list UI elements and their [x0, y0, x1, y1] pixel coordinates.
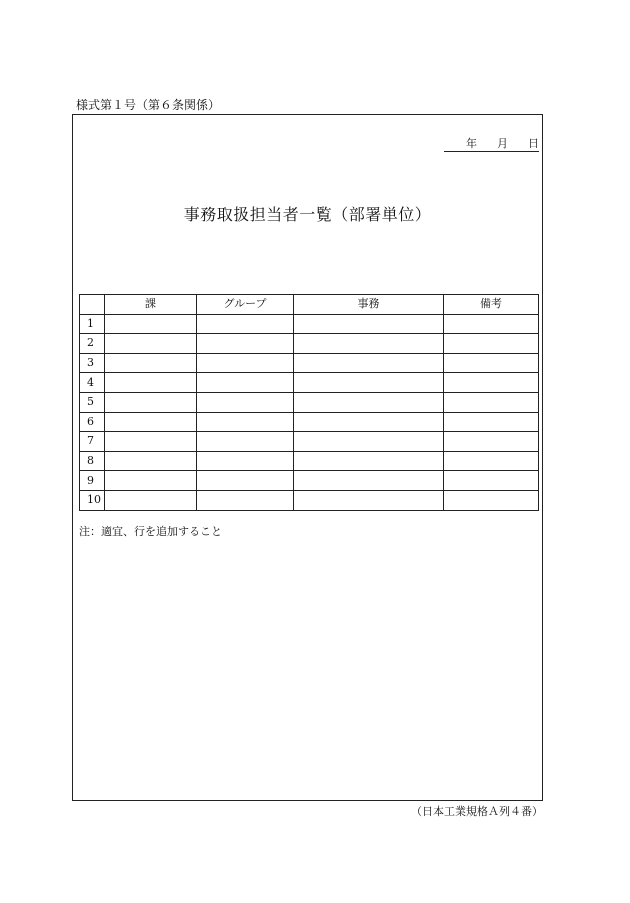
- task-cell[interactable]: [294, 334, 444, 354]
- row-number: 8: [80, 451, 105, 471]
- date-field: [444, 137, 539, 152]
- header-task: 事務: [294, 295, 444, 315]
- remarks-cell[interactable]: [444, 432, 539, 452]
- section-cell[interactable]: [105, 314, 197, 334]
- remarks-cell[interactable]: [444, 412, 539, 432]
- table-row: [80, 334, 539, 354]
- header-section: 課: [105, 295, 197, 315]
- section-cell[interactable]: [105, 334, 197, 354]
- remarks-cell[interactable]: [444, 373, 539, 393]
- task-cell[interactable]: [294, 412, 444, 432]
- row-number: 2: [80, 334, 105, 354]
- group-cell[interactable]: [197, 490, 294, 510]
- section-cell[interactable]: [105, 432, 197, 452]
- section-cell[interactable]: [105, 392, 197, 412]
- task-cell[interactable]: [294, 314, 444, 334]
- row-number: 4: [80, 373, 105, 393]
- footnote: 注：適宜、行を追加すること: [79, 525, 222, 538]
- task-cell[interactable]: [294, 353, 444, 373]
- officer-table: [79, 294, 539, 511]
- table-row: [80, 490, 539, 510]
- group-cell[interactable]: [197, 471, 294, 491]
- table-row: [80, 392, 539, 412]
- table-header-row: [80, 295, 539, 315]
- group-cell[interactable]: [197, 353, 294, 373]
- table-row: [80, 314, 539, 334]
- form-number: 様式第１号（第６条関係）: [76, 98, 221, 112]
- month-label: 月: [497, 137, 508, 150]
- section-cell[interactable]: [105, 373, 197, 393]
- row-number: 7: [80, 432, 105, 452]
- row-number: 3: [80, 353, 105, 373]
- group-cell[interactable]: [197, 451, 294, 471]
- group-cell[interactable]: [197, 334, 294, 354]
- remarks-cell[interactable]: [444, 451, 539, 471]
- group-cell[interactable]: [197, 373, 294, 393]
- remarks-cell[interactable]: [444, 392, 539, 412]
- section-cell[interactable]: [105, 412, 197, 432]
- document-title: 事務取扱担当者一覧（部署単位）: [183, 205, 432, 224]
- row-number: 10: [80, 490, 105, 510]
- row-number: 5: [80, 392, 105, 412]
- group-cell[interactable]: [197, 314, 294, 334]
- table-row: [80, 432, 539, 452]
- table-row: [80, 471, 539, 491]
- day-label: 日: [528, 137, 539, 150]
- row-number: 1: [80, 314, 105, 334]
- task-cell[interactable]: [294, 392, 444, 412]
- row-number: 6: [80, 412, 105, 432]
- section-cell[interactable]: [105, 451, 197, 471]
- remarks-cell[interactable]: [444, 471, 539, 491]
- header-group: グループ: [197, 295, 294, 315]
- group-cell[interactable]: [197, 392, 294, 412]
- section-cell[interactable]: [105, 471, 197, 491]
- table-row: [80, 412, 539, 432]
- row-number: 9: [80, 471, 105, 491]
- remarks-cell[interactable]: [444, 353, 539, 373]
- table-row: [80, 353, 539, 373]
- year-label: 年: [466, 137, 477, 150]
- header-remarks: 備考: [444, 295, 539, 315]
- remarks-cell[interactable]: [444, 490, 539, 510]
- task-cell[interactable]: [294, 471, 444, 491]
- task-cell[interactable]: [294, 373, 444, 393]
- remarks-cell[interactable]: [444, 314, 539, 334]
- header-number: [80, 295, 105, 315]
- task-cell[interactable]: [294, 490, 444, 510]
- paper-size-note: （日本工業規格Ａ列４番）: [411, 805, 543, 818]
- section-cell[interactable]: [105, 490, 197, 510]
- task-cell[interactable]: [294, 432, 444, 452]
- remarks-cell[interactable]: [444, 334, 539, 354]
- table-row: [80, 451, 539, 471]
- table-row: [80, 373, 539, 393]
- group-cell[interactable]: [197, 432, 294, 452]
- task-cell[interactable]: [294, 451, 444, 471]
- group-cell[interactable]: [197, 412, 294, 432]
- section-cell[interactable]: [105, 353, 197, 373]
